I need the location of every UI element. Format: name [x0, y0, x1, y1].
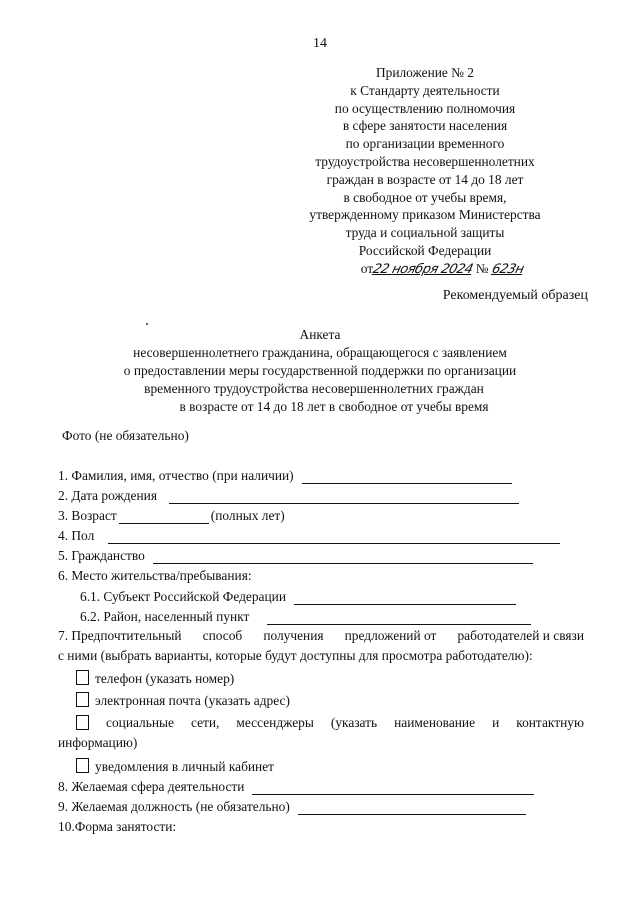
- age-label: 3. Возраст: [58, 508, 117, 523]
- option-cabinet[interactable]: [76, 758, 274, 775]
- phone-checkbox[interactable]: [76, 670, 89, 685]
- appendix-line: утвержденному приказом Министерства: [309, 207, 541, 223]
- activity-area-row: [58, 779, 534, 795]
- activity-area-label: 8. Желаемая сфера деятельности: [58, 779, 245, 794]
- residence-row: [58, 568, 252, 584]
- form-title-line: временного трудоустройства несовершеннолетних граждан: [144, 381, 484, 396]
- appendix-line: в сфере занятости населения: [342, 118, 508, 134]
- age-suffix-label: (полных лет): [210, 508, 285, 523]
- order-date-number-line: [300, 260, 550, 279]
- option-cabinet-label: уведомления в личный кабинет: [95, 759, 275, 774]
- appendix-line: граждан в возрасте от 14 до 18 лет: [326, 171, 524, 187]
- social-word: сети,: [190, 715, 220, 730]
- option-social[interactable]: [76, 715, 584, 731]
- scan-dot: [146, 323, 148, 325]
- handwritten-date: 22 ноября 2024: [371, 261, 475, 277]
- contact-word: предложений от: [344, 628, 437, 643]
- age-input-line[interactable]: [119, 510, 209, 524]
- citizenship-label: 5. Гражданство: [58, 548, 145, 563]
- contact-word: 7. Предпочтительный: [58, 628, 182, 643]
- form-title-line: в возрасте от 14 до 18 лет в свободное от учебы время: [179, 399, 489, 414]
- district-label: 6.2. Район, населенный пункт: [80, 609, 250, 624]
- appendix-line: труда и социальной защиты: [345, 225, 505, 241]
- social-word: и: [492, 715, 500, 730]
- birth-date-input-line[interactable]: [169, 490, 519, 504]
- appendix-line: трудоустройства несовершеннолетних: [315, 153, 535, 169]
- gender-label: 4. Пол: [58, 528, 95, 543]
- birth-date-label: 2. Дата рождения: [58, 488, 157, 503]
- contact-word: способ: [202, 628, 243, 643]
- contact-word: работодателей и связи: [457, 628, 584, 643]
- appendix-block: [300, 64, 550, 279]
- full-name-input-line[interactable]: [302, 470, 512, 484]
- gender-row: [58, 528, 560, 544]
- activity-area-input-line[interactable]: [252, 781, 534, 795]
- contact-method-instruction: с ними (выбрать варианты, которые будут доступны для просмотра работодателю):: [58, 648, 533, 663]
- option-email[interactable]: [76, 692, 290, 709]
- photo-label: Фото (не обязательно): [62, 428, 189, 443]
- number-prefix: №: [475, 260, 489, 276]
- birth-date-row: [58, 488, 519, 504]
- form-title-heading: Анкета: [299, 327, 341, 342]
- social-checkbox[interactable]: [76, 715, 89, 730]
- social-word: контактную: [516, 715, 584, 730]
- appendix-line: Российской Федерации: [358, 242, 492, 258]
- contact-word: получения: [263, 628, 324, 643]
- form-title-line: несовершеннолетнего гражданина, обращающегося с заявлением: [133, 345, 507, 360]
- appendix-line: Приложение № 2: [375, 65, 475, 80]
- appendix-line: по организации временного: [345, 136, 505, 152]
- page-number: 14: [313, 36, 327, 51]
- age-row: [58, 508, 285, 524]
- residence-label: 6. Место жительства/пребывания:: [58, 568, 252, 583]
- appendix-line: по осуществлению полномочия: [334, 100, 516, 116]
- citizenship-input-line[interactable]: [153, 550, 533, 564]
- position-row: [58, 799, 526, 815]
- employment-form-label: 10.Форма занятости:: [58, 819, 177, 834]
- district-input-line[interactable]: [267, 611, 531, 625]
- form-title-line: о предоставлении меры государственной поддержки по организации: [123, 363, 517, 378]
- form-title: [60, 326, 580, 416]
- appendix-line: в свободное от учебы время,: [343, 189, 507, 205]
- social-word: социальные: [106, 715, 174, 730]
- region-label: 6.1. Субъект Российской Федерации: [80, 589, 287, 604]
- contact-method-heading: [58, 628, 584, 644]
- option-phone-label: телефон (указать номер): [95, 671, 235, 686]
- position-input-line[interactable]: [298, 801, 526, 815]
- gender-input-line[interactable]: [108, 530, 560, 544]
- citizenship-row: [58, 548, 533, 564]
- region-row: [80, 589, 516, 605]
- social-word: (указать: [330, 715, 378, 730]
- option-phone[interactable]: [76, 670, 234, 687]
- region-input-line[interactable]: [294, 591, 516, 605]
- recommended-sample-label: Рекомендуемый образец: [442, 288, 588, 303]
- cabinet-checkbox[interactable]: [76, 758, 89, 773]
- email-checkbox[interactable]: [76, 692, 89, 707]
- appendix-line: к Стандарту деятельности: [350, 82, 500, 98]
- social-word: наименование: [394, 715, 476, 730]
- option-social-continuation: информацию): [58, 735, 138, 750]
- position-label: 9. Желаемая должность (не обязательно): [58, 799, 290, 814]
- district-row: [80, 609, 531, 625]
- full-name-label: 1. Фамилия, имя, отчество (при наличии): [58, 468, 294, 483]
- option-email-label: электронная почта (указать адрес): [95, 693, 290, 708]
- social-word: мессенджеры: [236, 715, 314, 730]
- handwritten-number: 623н: [490, 261, 526, 277]
- full-name-row: [58, 468, 512, 484]
- date-prefix: от: [360, 260, 374, 276]
